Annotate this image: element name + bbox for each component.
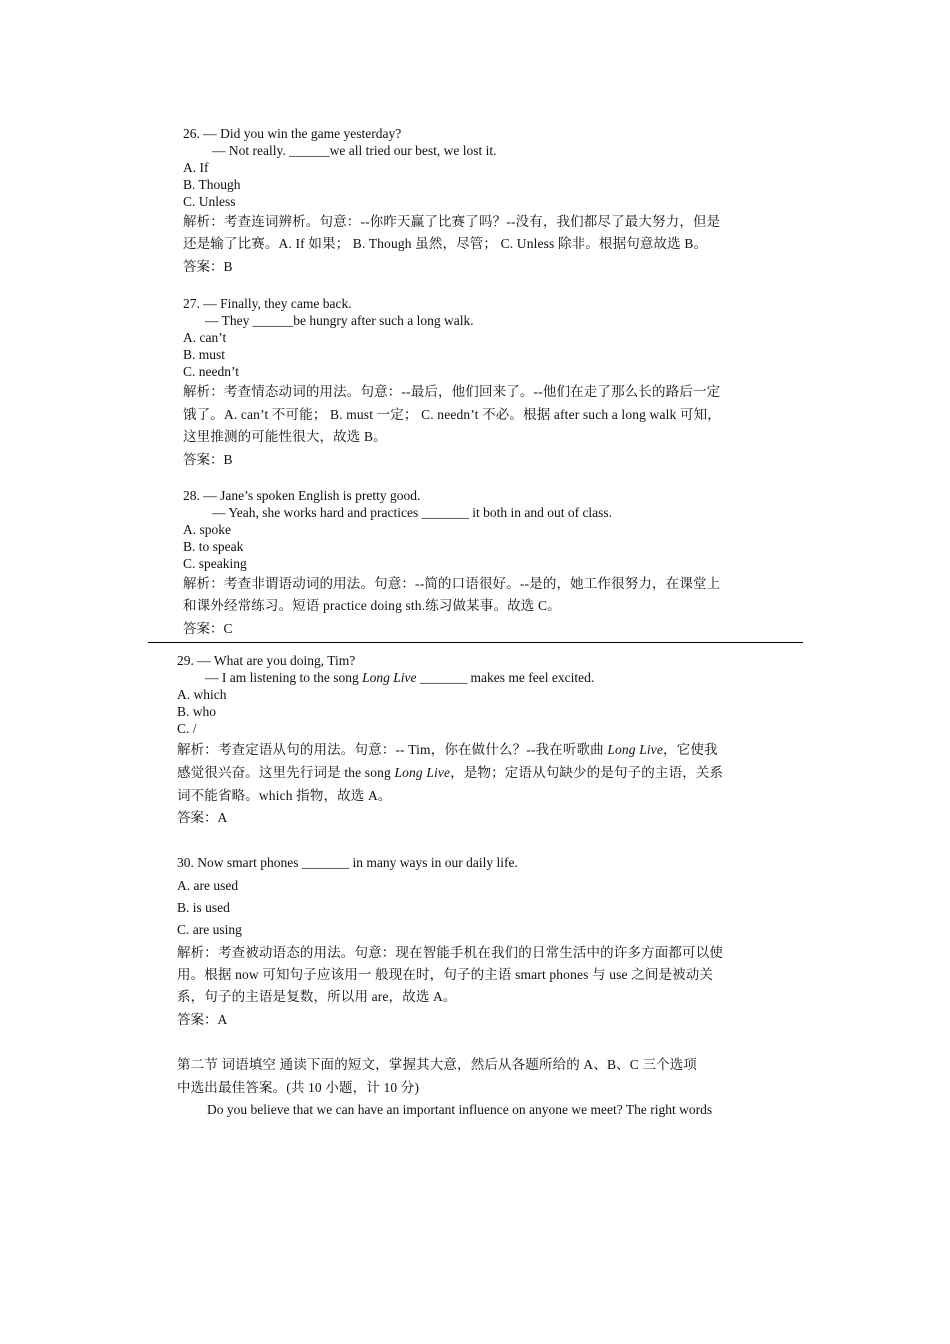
q27-stem: 27. — Finally, they came back. — [183, 296, 352, 311]
q29-explanation-line2: 感觉很兴奋。这里先行词是 the song Long Live，是物；定语从句缺少的是句子的主语，关系 — [177, 765, 724, 780]
q29-explanation-line3: 词不能省略。which 指物，故选 A。 — [177, 788, 392, 803]
q26-answer: 答案：B — [183, 259, 233, 274]
q27-option-a: A. can’t — [183, 330, 227, 345]
q27-explanation-line3: 这里推测的可能性很大，故选 B。 — [183, 429, 387, 444]
section2-heading-line1: 第二节 词语填空 通读下面的短文，掌握其大意，然后从各题所给的 A、B、C 三个选项 — [177, 1057, 698, 1072]
q28-option-c: C. speaking — [183, 556, 247, 571]
q30-stem: 30. Now smart phones _______ in many ways in our daily life. — [177, 855, 518, 870]
q28-answer: 答案：C — [183, 621, 233, 636]
q29-explanation-line1: 解析：考查定语从句的用法。句意：-- Tim，你在做什么？--我在听歌曲 Long Live，它使我 — [177, 742, 718, 757]
q27-explanation-line2: 饿了。A. can’t 不可能； B. must 一定； C. needn’t 不必。根据 after such a long walk 可知， — [183, 407, 721, 422]
section2-passage-start: Do you believe that we can have an important influence on anyone we meet? The right words — [207, 1102, 713, 1117]
q26-option-c: C. Unless — [183, 194, 236, 209]
q29-option-b: B. who — [177, 704, 217, 719]
q30-option-a: A. are used — [177, 878, 239, 893]
q30-explanation-line2: 用。根据 now 可知句子应该用一 般现在时，句子的主语 smart phones 与 use 之间是被动关 — [177, 967, 714, 982]
q28-stem: 28. — Jane’s spoken English is pretty good. — [183, 488, 421, 503]
q26-explanation-line1: 解析：考查连词辨析。句意：--你昨天赢了比赛了吗？--没有，我们都尽了最大努力，但是 — [183, 214, 721, 229]
q27-explanation-line1: 解析：考查情态动词的用法。句意：--最后，他们回来了。--他们在走了那么长的路后一定 — [183, 384, 721, 399]
q30-option-b: B. is used — [177, 900, 230, 915]
q26-option-a: A. If — [183, 160, 209, 175]
q26-stem: 26. — Did you win the game yesterday? — [183, 126, 402, 141]
q28-reply: — Yeah, she works hard and practices _______ it both in and out of class. — [212, 505, 613, 520]
q30-explanation-line3: 系，句子的主语是复数，所以用 are，故选 A。 — [177, 989, 457, 1004]
q29-stem: 29. — What are you doing, Tim? — [177, 653, 356, 668]
q28-explanation-line1: 解析：考查非谓语动词的用法。句意：--简的口语很好。--是的，她工作很努力，在课堂上 — [183, 576, 721, 591]
q30-answer: 答案：A — [177, 1012, 228, 1027]
q30-option-c: C. are using — [177, 922, 242, 937]
q28-option-a: A. spoke — [183, 522, 231, 537]
q26-option-b: B. Though — [183, 177, 241, 192]
page-divider — [148, 642, 803, 643]
q27-option-c: C. needn’t — [183, 364, 239, 379]
q30-explanation-line1: 解析：考查被动语态的用法。句意：现在智能手机在我们的日常生活中的许多方面都可以使 — [177, 945, 723, 960]
q28-explanation-line2: 和课外经常练习。短语 practice doing sth.练习做某事。故选 C。 — [183, 598, 561, 613]
q29-option-a: A. which — [177, 687, 227, 702]
q29-reply: — I am listening to the song Long Live _______ makes me feel excited. — [205, 670, 595, 685]
q27-option-b: B. must — [183, 347, 226, 362]
q29-answer: 答案：A — [177, 810, 228, 825]
q29-option-c: C. / — [177, 721, 197, 736]
section2-heading-line2: 中选出最佳答案。(共 10 小题，计 10 分) — [177, 1080, 420, 1095]
q26-reply: — Not really. ______we all tried our best, we lost it. — [212, 143, 497, 158]
q27-reply: — They ______be hungry after such a long walk. — [205, 313, 474, 328]
q26-explanation-line2: 还是输了比赛。A. If 如果； B. Though 虽然，尽管； C. Unless 除非。根据句意故选 B。 — [183, 236, 708, 251]
q27-answer: 答案：B — [183, 452, 233, 467]
q28-option-b: B. to speak — [183, 539, 244, 554]
